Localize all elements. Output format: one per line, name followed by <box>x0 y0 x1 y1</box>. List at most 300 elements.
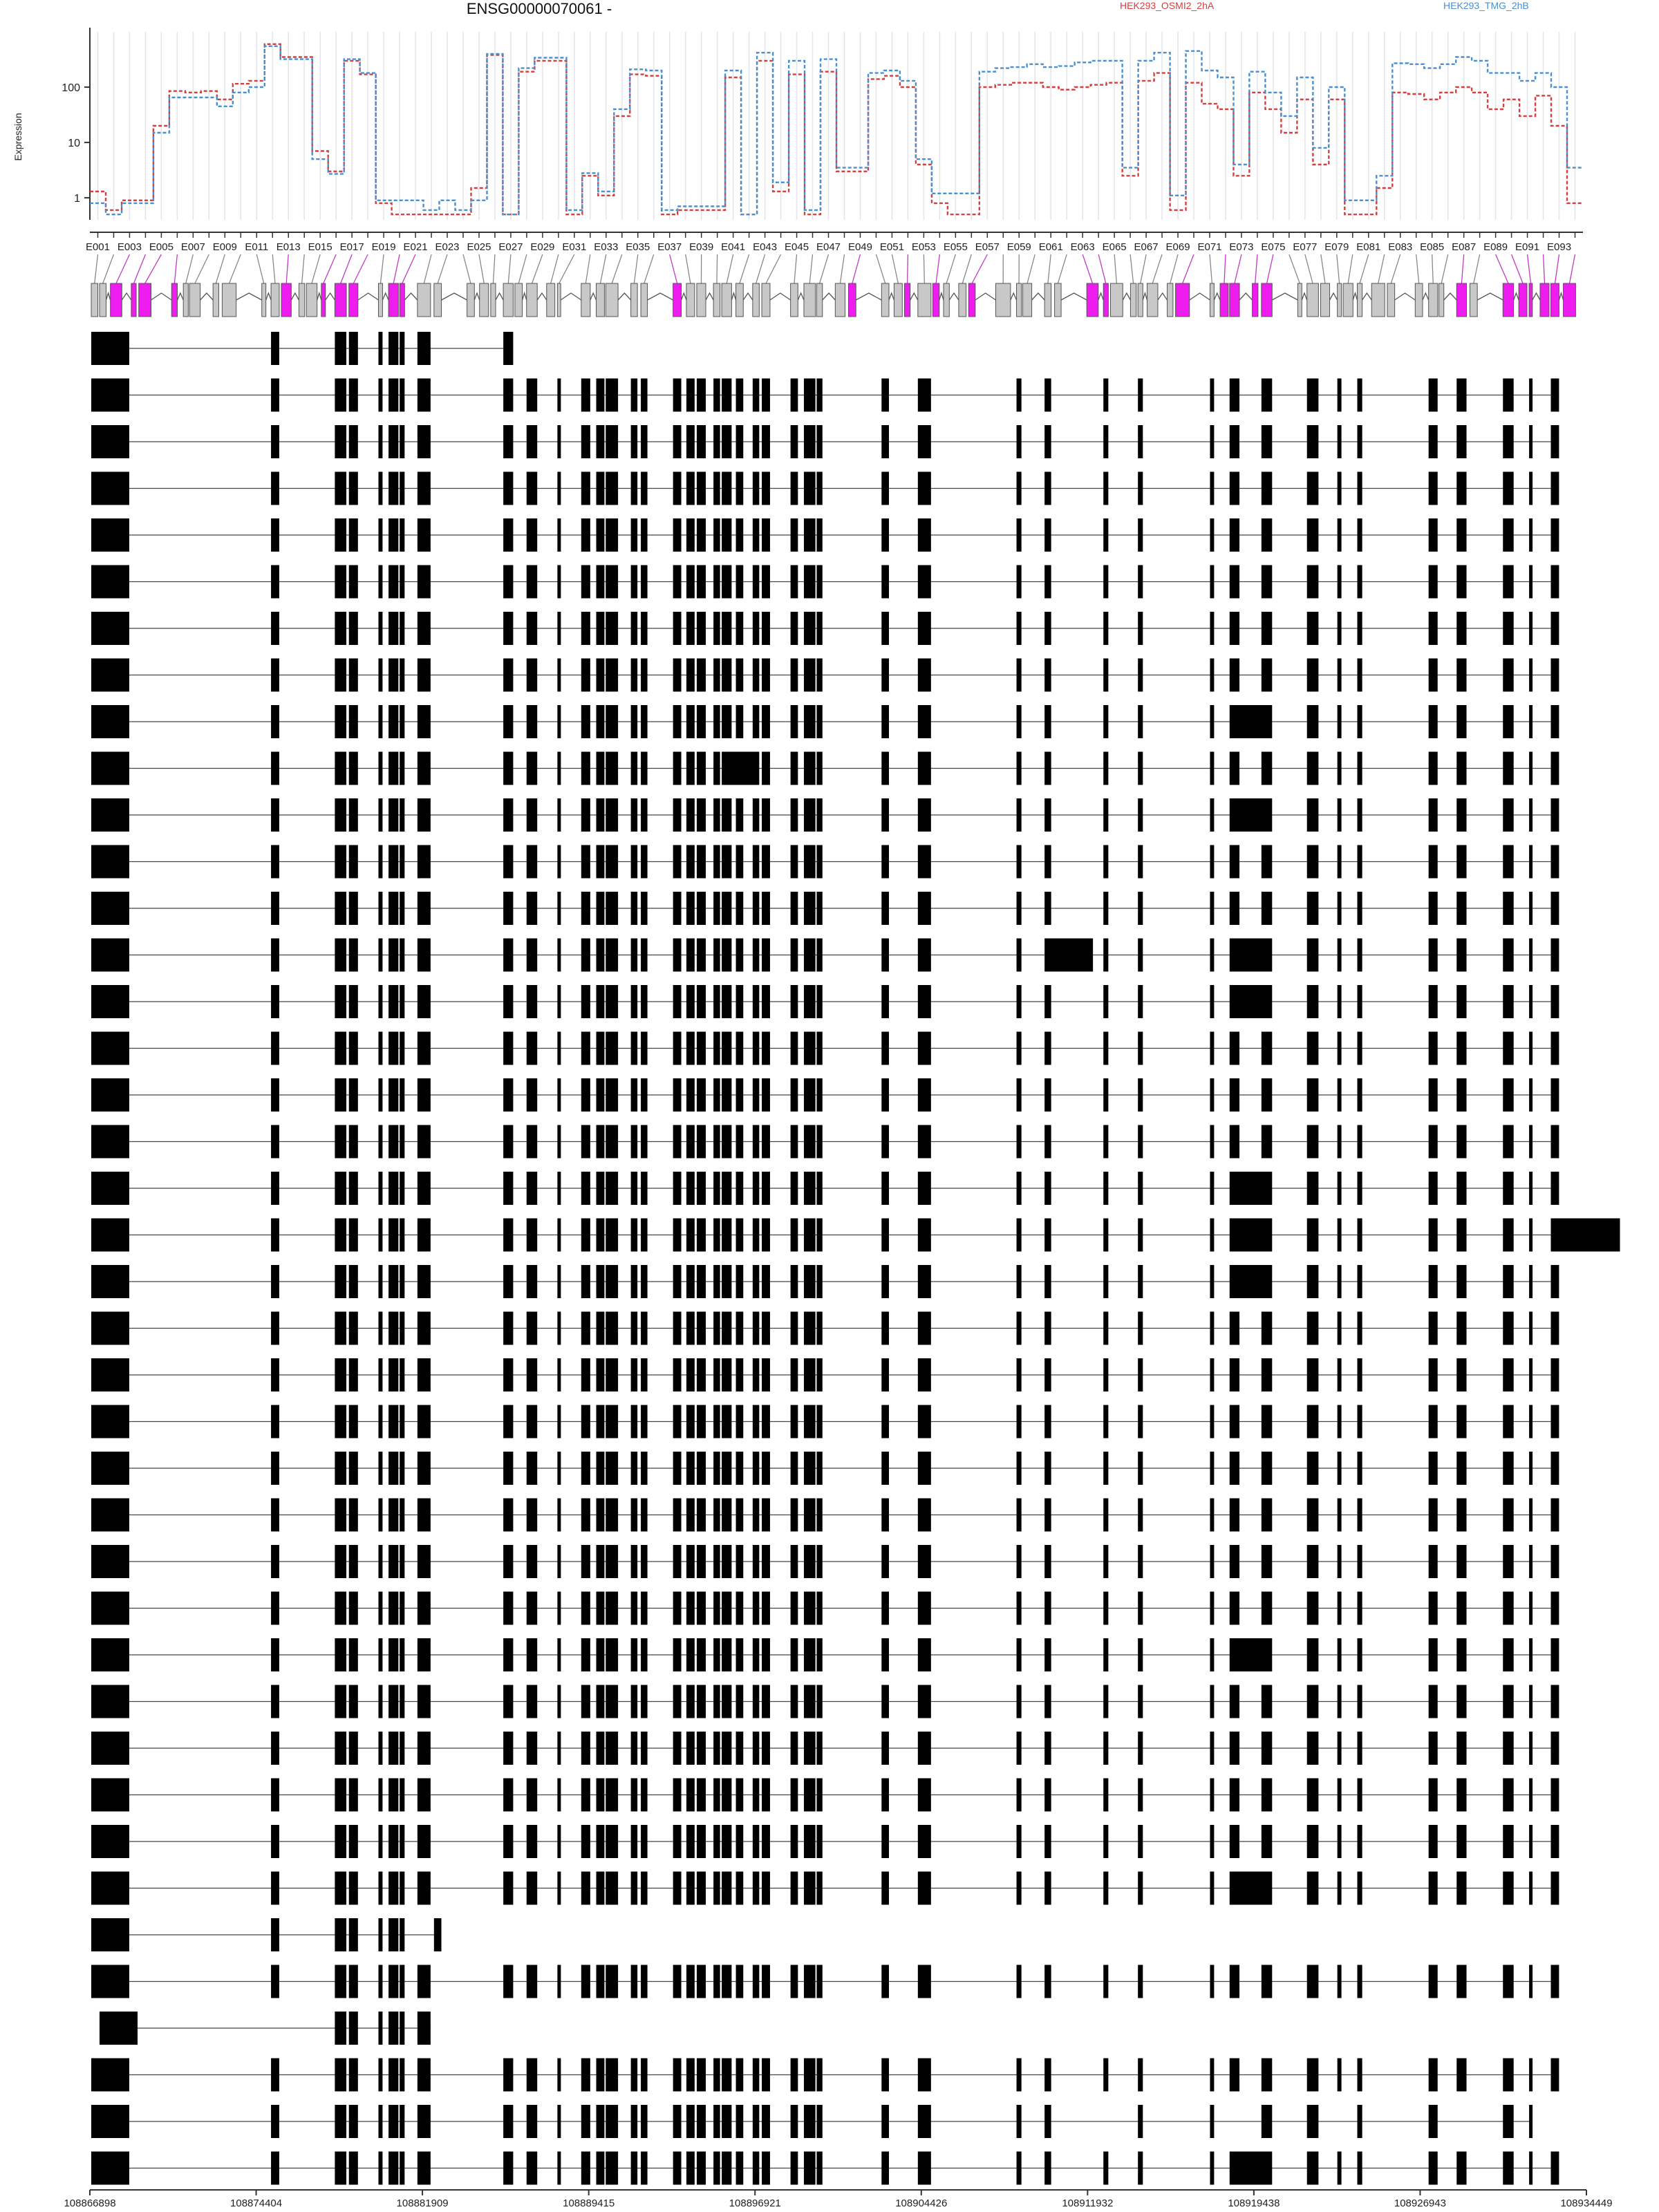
transcript-exon <box>1307 1872 1319 1905</box>
transcript-exon <box>1138 659 1143 692</box>
intron-line <box>1272 293 1297 300</box>
transcript-exon <box>881 2059 889 2092</box>
transcript-exon <box>1262 1545 1272 1578</box>
transcript-exon <box>736 1125 744 1159</box>
transcript-exon <box>271 425 279 458</box>
transcript-exon <box>1456 705 1466 738</box>
exon-connector <box>493 254 495 283</box>
exon-bin <box>1307 283 1319 317</box>
transcript-exon <box>1551 1638 1559 1671</box>
transcript-exon <box>713 1452 720 1485</box>
transcript-row <box>91 1219 1620 1252</box>
transcript-exon <box>697 752 706 785</box>
transcript-exon <box>557 1405 561 1438</box>
transcript-exon <box>697 1358 706 1391</box>
transcript-exon <box>697 1638 706 1671</box>
exon-connector <box>1048 254 1051 283</box>
transcript-exon <box>881 1965 889 1998</box>
transcript-exon <box>881 1638 889 1671</box>
transcript-exon <box>1338 798 1342 832</box>
transcript-exon <box>349 1592 358 1625</box>
transcript-exon <box>1138 2152 1143 2185</box>
exon-label: E073 <box>1229 241 1254 253</box>
transcript-exon <box>581 1825 590 1858</box>
transcript-exon <box>1551 1732 1559 1765</box>
transcript-exon <box>91 1125 129 1159</box>
transcript-exon <box>816 1405 822 1438</box>
transcript-exon <box>804 939 816 972</box>
transcript-exon <box>597 985 605 1018</box>
transcript-exon <box>271 379 279 412</box>
exon-label: E049 <box>847 241 872 253</box>
exon-bin <box>1297 283 1302 317</box>
intron-line <box>706 293 713 300</box>
exon-bin <box>100 283 106 317</box>
transcript-exon <box>1529 939 1533 972</box>
transcript-exon <box>1044 845 1051 879</box>
transcript-exon <box>557 1219 561 1252</box>
transcript-exon <box>91 1499 129 1532</box>
exon-label: E091 <box>1515 241 1540 253</box>
exon-bin <box>1470 283 1477 317</box>
transcript-exon <box>557 1545 561 1578</box>
transcript-exon <box>686 2059 695 2092</box>
transcript-exon <box>1017 518 1022 552</box>
genomic-tick-label: 108896921 <box>729 2197 781 2209</box>
exon-connector <box>585 254 590 283</box>
transcript-exon <box>418 1685 431 1718</box>
transcript-exon <box>804 1732 816 1765</box>
exon-bin <box>91 283 98 317</box>
transcript-exon <box>557 1312 561 1345</box>
exon-connector <box>600 254 606 283</box>
transcript-exon <box>1551 1032 1559 1065</box>
transcript-exon <box>1429 379 1438 412</box>
exon-label: E019 <box>371 241 396 253</box>
transcript-exon <box>713 1592 720 1625</box>
transcript-exon <box>271 705 279 738</box>
transcript-exon <box>1307 1779 1319 1812</box>
transcript-exon <box>1551 1872 1559 1905</box>
transcript-row <box>91 1592 1559 1625</box>
transcript-exon <box>1307 565 1319 599</box>
transcript-exon <box>713 379 720 412</box>
transcript-exon <box>1103 425 1108 458</box>
transcript-exon <box>1456 425 1466 458</box>
transcript-exon <box>713 798 720 832</box>
exon-connector <box>644 254 654 283</box>
exon-connector <box>341 254 352 283</box>
transcript-exon <box>686 1312 695 1345</box>
intron-line <box>266 293 271 300</box>
transcript-exon <box>713 752 720 785</box>
exon-bin <box>606 283 618 317</box>
transcript-exon <box>881 425 889 458</box>
transcript-exon <box>349 1732 358 1765</box>
transcript-exon <box>378 845 382 879</box>
transcript-exon <box>816 1219 822 1252</box>
transcript-exon <box>1044 752 1051 785</box>
transcript-exon <box>1262 845 1272 879</box>
transcript-exon <box>631 1032 638 1065</box>
transcript-exon <box>388 1779 398 1812</box>
transcript-exon <box>804 892 816 925</box>
transcript-exon <box>418 1078 431 1112</box>
transcript-exon <box>349 1078 358 1112</box>
transcript-exon <box>1017 1638 1022 1671</box>
transcript-exon <box>1262 1125 1272 1159</box>
transcript-exon <box>335 659 346 692</box>
transcript-exon <box>641 1312 648 1345</box>
transcript-exon <box>400 1265 404 1298</box>
transcript-exon <box>881 1125 889 1159</box>
intron-line <box>1533 293 1540 300</box>
transcript-exon <box>503 612 513 645</box>
transcript-exon <box>1503 1032 1513 1065</box>
transcript-exon <box>1044 1265 1051 1298</box>
exon-bin <box>932 283 939 317</box>
exon-bin <box>1320 283 1329 317</box>
transcript-row <box>91 1125 1559 1159</box>
transcript-exon <box>722 472 731 505</box>
transcript-exon <box>335 1219 346 1252</box>
transcript-exon <box>1429 1125 1438 1159</box>
transcript-exon <box>335 1872 346 1905</box>
exon-bin <box>418 283 431 317</box>
transcript-exon <box>418 1965 431 1998</box>
transcript-exon <box>918 705 931 738</box>
transcript-exon <box>400 892 404 925</box>
transcript-exon <box>1503 1452 1513 1485</box>
transcript-exon <box>1456 2059 1466 2092</box>
transcript-exon <box>1429 1965 1438 1998</box>
intron-line <box>1098 293 1103 300</box>
transcript-exon <box>1307 1499 1319 1532</box>
transcript-exon <box>418 472 431 505</box>
transcript-exon <box>1210 1358 1214 1391</box>
transcript-exon <box>1551 1172 1559 1205</box>
exon-bin <box>335 283 346 317</box>
transcript-exon <box>388 1265 398 1298</box>
transcript-exon <box>1529 1032 1533 1065</box>
transcript-exon <box>1529 1685 1533 1718</box>
transcript-exon <box>1017 379 1022 412</box>
transcript-exon <box>816 565 822 599</box>
transcript-exon <box>736 2152 744 2185</box>
transcript-exon <box>1429 1219 1438 1252</box>
transcript-exon <box>713 2105 720 2138</box>
transcript-exon <box>722 1638 731 1671</box>
transcript-exon <box>1044 1638 1051 1671</box>
transcript-exon <box>1551 1312 1559 1345</box>
exon-bin <box>1017 283 1022 317</box>
transcript-exon <box>527 752 537 785</box>
transcript-row <box>91 565 1559 599</box>
transcript-exon <box>335 2152 346 2185</box>
transcript-exon <box>673 752 682 785</box>
transcript-exon <box>1017 892 1022 925</box>
transcript-exon <box>686 1592 695 1625</box>
transcript-exon <box>1017 2105 1022 2138</box>
transcript-exon <box>349 1685 358 1718</box>
transcript-exon <box>335 1358 346 1391</box>
transcript-exon <box>91 1078 129 1112</box>
transcript-exon <box>1456 1172 1466 1205</box>
transcript-exon <box>434 1918 442 1951</box>
transcript-exon <box>1210 1312 1214 1345</box>
transcript-exon <box>349 2105 358 2138</box>
transcript-exon <box>791 659 798 692</box>
exon-label: E045 <box>785 241 809 253</box>
transcript-exon <box>388 1405 398 1438</box>
transcript-row <box>91 1965 1559 1998</box>
transcript-exon <box>271 939 279 972</box>
transcript-exon <box>1044 985 1051 1018</box>
transcript-exon <box>641 892 648 925</box>
transcript-exon <box>762 472 770 505</box>
transcript-exon <box>271 472 279 505</box>
transcript-exon <box>762 518 770 552</box>
transcript-exon <box>581 472 590 505</box>
transcript-row <box>91 612 1559 645</box>
transcript-exon <box>1338 845 1342 879</box>
exon-connector <box>551 254 559 283</box>
transcript-exon <box>762 1732 770 1765</box>
transcript-exon <box>335 2105 346 2138</box>
transcript-exon <box>753 379 760 412</box>
exon-connector <box>972 254 987 283</box>
transcript-exon <box>597 752 605 785</box>
transcript-exon <box>400 1219 404 1252</box>
transcript-exon <box>581 1965 590 1998</box>
transcript-exon <box>418 1405 431 1438</box>
exon-connector <box>1082 254 1092 283</box>
transcript-exon <box>349 1172 358 1205</box>
transcript-exon <box>736 1405 744 1438</box>
exon-bin <box>881 283 889 317</box>
transcript-exon <box>881 379 889 412</box>
transcript-exon <box>1503 1499 1513 1532</box>
transcript-exon <box>804 752 816 785</box>
transcript-exon <box>791 1078 798 1112</box>
plot-series <box>90 44 1583 214</box>
transcript-exon <box>1138 1312 1143 1345</box>
transcript-exon <box>713 1358 720 1391</box>
exon-connector <box>1360 254 1369 283</box>
transcript-exon <box>335 1125 346 1159</box>
transcript-exon <box>881 1172 889 1205</box>
transcript-exon <box>881 1405 889 1438</box>
transcript-exon <box>1262 1638 1272 1671</box>
exon-bin <box>515 283 523 317</box>
transcript-exon <box>1529 705 1533 738</box>
transcript-exon <box>400 379 404 412</box>
transcript-exon <box>527 1732 537 1765</box>
transcript-exon <box>388 798 398 832</box>
transcript-exon <box>349 1545 358 1578</box>
transcript-exon <box>1262 612 1272 645</box>
transcript-exon <box>1429 985 1438 1018</box>
exon-bin <box>713 283 720 317</box>
exon-connector <box>1058 254 1067 283</box>
transcript-exon <box>1551 472 1559 505</box>
transcript-exon <box>388 1219 398 1252</box>
transcript-exon <box>1138 1405 1143 1438</box>
transcript-exon <box>91 985 129 1018</box>
transcript-exon <box>1307 1592 1319 1625</box>
transcript-exon <box>503 1685 513 1718</box>
transcript-exon <box>881 1078 889 1112</box>
transcript-exon <box>418 1638 431 1671</box>
transcript-exon <box>1307 1172 1319 1205</box>
transcript-exon <box>816 1872 822 1905</box>
transcript-exon <box>388 659 398 692</box>
intron-line <box>1143 293 1147 300</box>
transcript-exon <box>1429 1452 1438 1485</box>
transcript-exon <box>1456 1499 1466 1532</box>
transcript-exon <box>388 1918 398 1951</box>
transcript-exon <box>673 425 682 458</box>
transcript-exon <box>1138 1732 1143 1765</box>
transcript-exon <box>1262 1685 1272 1718</box>
transcript-exon <box>271 1265 279 1298</box>
transcript-exon <box>597 1779 605 1812</box>
transcript-exon <box>1429 705 1438 738</box>
transcript-exon <box>388 1358 398 1391</box>
transcript-exon <box>1044 1779 1051 1812</box>
transcript-exon <box>713 1872 720 1905</box>
transcript-exon <box>918 518 931 552</box>
transcript-exon <box>418 1032 431 1065</box>
transcript-exon <box>1529 565 1533 599</box>
transcript-exon <box>606 1078 618 1112</box>
transcript-exon <box>581 1032 590 1065</box>
intron-line <box>291 293 299 300</box>
transcript-exon <box>1017 1452 1022 1485</box>
transcript-exon <box>1456 1452 1466 1485</box>
transcript-exon <box>918 2059 931 2092</box>
transcript-exon <box>527 1312 537 1345</box>
transcript-exon <box>1262 379 1272 412</box>
transcript-exon <box>1529 1825 1533 1858</box>
transcript-exon <box>1017 1172 1022 1205</box>
transcript-exon <box>503 2105 513 2138</box>
intron-line <box>1362 293 1372 300</box>
transcript-exon <box>378 1078 382 1112</box>
transcript-exon <box>335 1825 346 1858</box>
exon-connector <box>1130 254 1133 283</box>
transcript-exon <box>918 1032 931 1065</box>
transcript-exon <box>91 1732 129 1765</box>
transcript-exon <box>271 518 279 552</box>
exon-connector <box>1416 254 1419 283</box>
transcript-exon <box>881 1312 889 1345</box>
transcript-exon <box>557 659 561 692</box>
transcript-exon <box>271 659 279 692</box>
exon-connector <box>302 254 305 283</box>
transcript-exon <box>1138 1452 1143 1485</box>
transcript-exon <box>631 1219 638 1252</box>
transcript-exon <box>722 1685 731 1718</box>
transcript-exon <box>1017 1312 1022 1345</box>
transcript-exon <box>641 1078 648 1112</box>
transcript-exon <box>1044 1172 1051 1205</box>
transcript-exon <box>1456 472 1466 505</box>
transcript-exon <box>400 565 404 599</box>
transcript-row <box>91 1732 1559 1765</box>
transcript-exon <box>1503 1779 1513 1812</box>
transcript-exon <box>1262 1779 1272 1812</box>
transcript-exon <box>1551 1358 1559 1391</box>
transcript-exon <box>1429 845 1438 879</box>
exon-connector <box>820 254 829 283</box>
transcript-exon <box>697 1965 706 1998</box>
transcript-exon <box>1262 2105 1272 2138</box>
transcript-exon <box>378 1219 382 1252</box>
transcript-exon <box>697 1219 706 1252</box>
transcript-exon <box>1358 1872 1362 1905</box>
transcript-exon <box>673 939 682 972</box>
transcript-exon <box>1551 845 1559 879</box>
transcript-exon <box>631 1872 638 1905</box>
transcript-exon <box>1103 565 1108 599</box>
exon-bin <box>686 283 695 317</box>
transcript-exon <box>1503 1685 1513 1718</box>
transcript-exon <box>1262 1872 1272 1905</box>
transcript-exon <box>641 2105 648 2138</box>
transcript-exon <box>641 705 648 738</box>
transcript-exon <box>557 1452 561 1485</box>
transcript-exon <box>378 425 382 458</box>
transcript-exon <box>1138 2059 1143 2092</box>
transcript-exon <box>91 1172 129 1205</box>
exon-connector <box>766 254 781 283</box>
transcript-exon <box>673 1172 682 1205</box>
transcript-exon <box>1017 2152 1022 2185</box>
transcript-exon <box>673 1078 682 1112</box>
transcript-exon <box>791 1219 798 1252</box>
exon-bin <box>995 283 1010 317</box>
transcript-exon <box>736 1219 744 1252</box>
transcript-exon <box>503 518 513 552</box>
transcript-exon <box>791 1732 798 1765</box>
transcript-exon <box>335 1965 346 1998</box>
transcript-exon <box>804 1219 816 1252</box>
transcript-exon <box>1429 1638 1438 1671</box>
transcript-exon <box>713 1685 720 1718</box>
transcript-exon <box>791 1312 798 1345</box>
transcript-exon <box>686 425 695 458</box>
transcript-exon <box>673 1872 682 1905</box>
transcript-exon <box>527 1125 537 1159</box>
transcript-exon <box>400 1499 404 1532</box>
transcript-exon <box>91 1592 129 1625</box>
intron-line <box>1032 293 1045 300</box>
transcript-exon <box>581 705 590 738</box>
transcript-exon <box>271 1638 279 1671</box>
exon-connector <box>116 254 129 283</box>
transcript-exon <box>1358 1452 1362 1485</box>
exon-bin <box>271 283 279 317</box>
transcript-exon <box>1503 2105 1513 2138</box>
transcript-exon <box>753 985 760 1018</box>
transcript-exon <box>697 1685 706 1718</box>
transcript-exon <box>762 1452 770 1485</box>
transcript-exon <box>91 1265 129 1298</box>
transcript-exon <box>378 612 382 645</box>
transcript-exon <box>1307 752 1319 785</box>
transcript-exon <box>736 1638 744 1671</box>
